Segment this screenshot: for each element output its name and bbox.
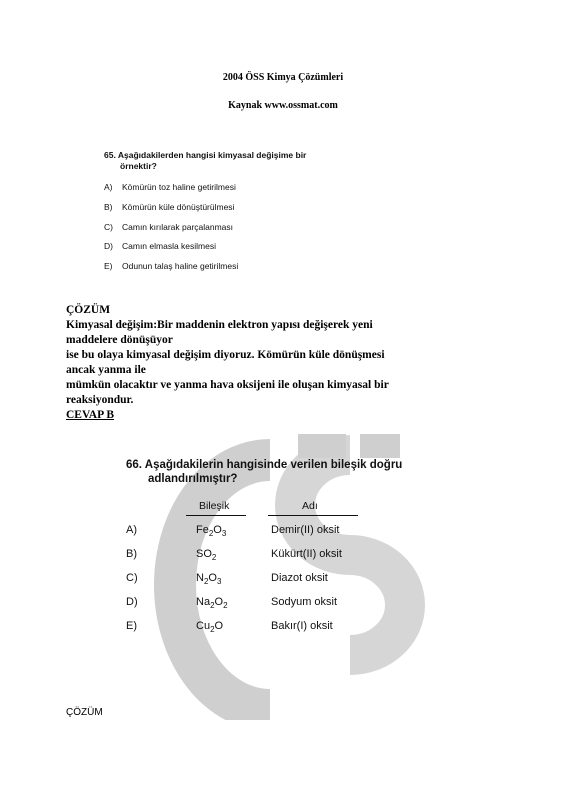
solution-line: mümkün olacaktır ve yanma hava oksijeni ile oluşan kimyasal bir (66, 379, 389, 391)
compound-formula: $Na_2O_2$ (196, 596, 228, 611)
answer-row-e (126, 620, 386, 636)
solution-line: Kimyasal değişim:Bir maddenin elektron yapısı değişerek yeni (66, 319, 373, 331)
solution-line: reaksiyondur. (66, 394, 134, 406)
compound-formula: $Fe_2O_3$ (196, 524, 227, 539)
question-65 (104, 150, 364, 172)
compound-formula: $SO_2$ (196, 548, 217, 563)
compound-formula: $N_2O_3$ (196, 572, 222, 587)
source-line: Kaynak www.ossmat.com (228, 100, 338, 111)
row-letter: C) (126, 572, 138, 584)
document-title: 2004 ÖSS Kimya Çözümleri (222, 72, 344, 83)
compound-formula: $Cu_2O$ (196, 620, 224, 635)
option-letter: E) (104, 261, 113, 271)
row-letter: B) (126, 548, 137, 560)
option-text: Camın kırılarak parçalanması (122, 222, 234, 232)
question-66-text-line1: Aşağıdakilerin hangisinde verilen bileşik doğru (144, 459, 403, 471)
option-text: Kömürün toz haline getirilmesi (122, 182, 236, 192)
solution-line: ise bu olaya kimyasal değişim diyoruz. Kömürün küle dönüşmesi (66, 349, 385, 361)
option-text: Odunun talaş haline getirilmesi (122, 261, 239, 271)
option-letter: B) (104, 202, 113, 212)
option-letter: D) (104, 241, 113, 251)
question-66-text-line2: adlandırılmıştır? (148, 473, 238, 485)
option-letter: C) (104, 222, 113, 232)
option-65-d (104, 241, 216, 251)
answer-label: CEVAP B (66, 409, 115, 421)
solution-line: maddelere dönüşüyor (66, 334, 173, 346)
option-65-a (104, 182, 236, 192)
option-65-b (104, 202, 234, 212)
column-rule-compound (186, 515, 246, 516)
solution-66-heading: ÇÖZÜM (66, 707, 103, 718)
option-text: Camın elmasla kesilmesi (122, 241, 216, 251)
option-65-e (104, 261, 238, 271)
compound-name: Kükürt(II) oksit (271, 548, 342, 560)
question-66-number: 66. (126, 459, 142, 471)
compound-name: Diazot oksit (271, 572, 328, 584)
answer-row-d (126, 596, 386, 612)
row-letter: A) (126, 524, 137, 536)
column-rule-name (268, 515, 358, 516)
row-letter: E) (126, 620, 137, 632)
question-66 (126, 458, 426, 486)
option-letter: A) (104, 182, 113, 192)
option-65-c (104, 222, 233, 232)
solution-heading: ÇÖZÜM (66, 304, 111, 316)
compound-name: Demir(II) oksit (271, 524, 340, 536)
answer-row-b (126, 548, 386, 564)
compound-name: Sodyum oksit (271, 596, 338, 608)
column-header-compound: Bileşik (199, 500, 230, 512)
answer-row-c (126, 572, 386, 588)
option-text: Kömürün küle dönüştürülmesi (122, 202, 235, 212)
solution-65 (66, 303, 426, 423)
compound-name: Bakır(I) oksit (271, 620, 333, 632)
answer-row-a (126, 524, 386, 540)
row-letter: D) (126, 596, 138, 608)
column-header-name: Adı (302, 500, 318, 512)
question-65-text-line1: Aşağıdakilerden hangisi kimyasal değişime bir (117, 150, 307, 160)
question-65-number: 65. (104, 150, 116, 160)
question-65-text-line2: örnektir? (120, 161, 157, 171)
solution-line: ancak yanma ile (66, 364, 146, 376)
